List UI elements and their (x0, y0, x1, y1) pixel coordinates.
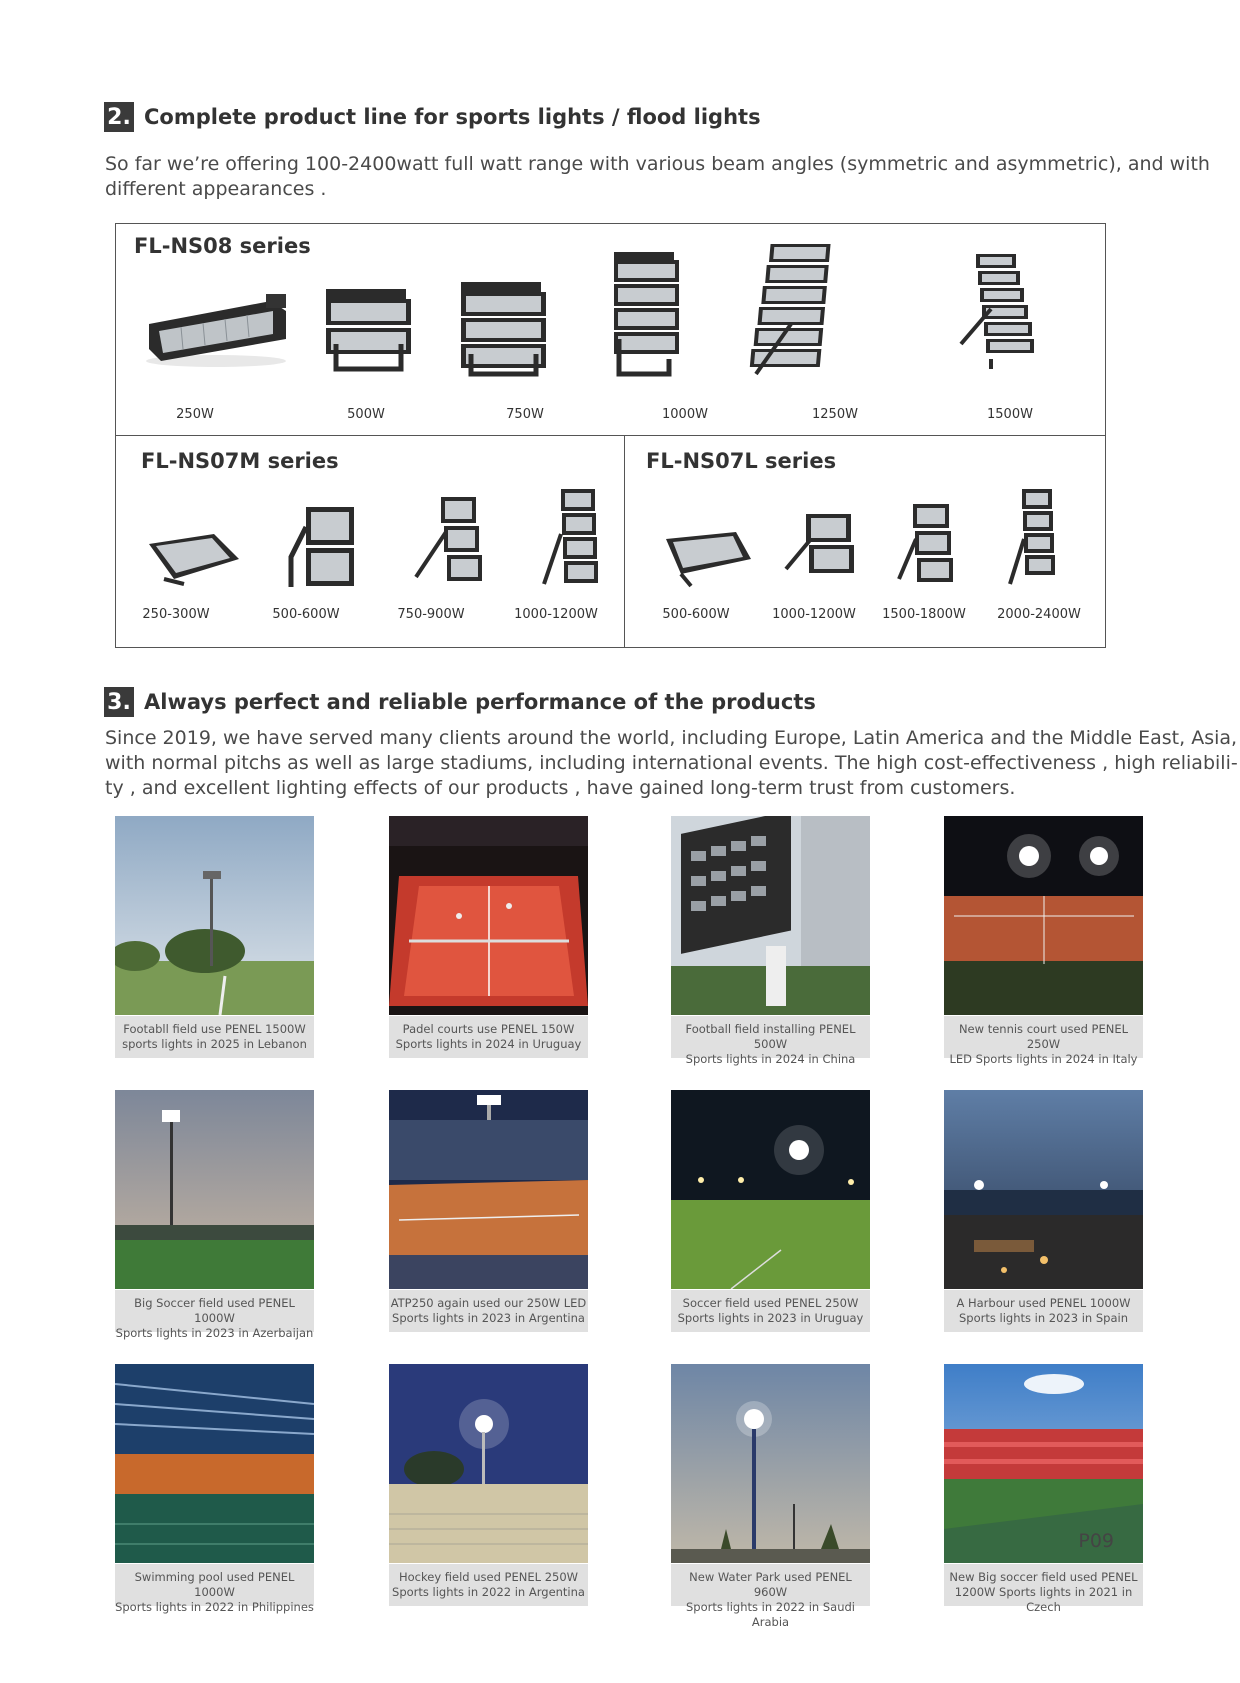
product-label: 500-600W (272, 607, 340, 622)
product-label: 750W (506, 407, 544, 422)
section-2-paragraph (105, 152, 1210, 202)
floodlight-250w-image (141, 289, 291, 369)
floodlight-ns07m-500w-image (281, 502, 361, 592)
photo-padel-courts-uruguay (389, 816, 588, 1015)
series-title-ns07m: FL-NS07M series (141, 449, 339, 473)
floodlight-1000w-image (609, 249, 689, 379)
photo-hockey-field-argentina (389, 1364, 588, 1563)
photo-caption: New tennis court used PENEL 250W LED Sports lights in 2024 in Italy (944, 1016, 1143, 1058)
series-title-ns08: FL-NS08 series (134, 234, 311, 258)
floodlight-ns07m-250w-image (144, 524, 244, 594)
floodlight-ns07l-2000w-image (1004, 484, 1064, 594)
photo-caption: New Big soccer field used PENEL 1200W Sports lights in 2021 in Czech (944, 1564, 1143, 1606)
floodlight-ns07l-500w-image (661, 524, 756, 594)
floodlight-750w-image (456, 279, 556, 379)
paragraph-line: Since 2019, we have served many clients around the world, including Europe, Latin America and the Middle East, Asia, (105, 727, 1238, 749)
photo-caption: Padel courts use PENEL 150W Sports lights in 2024 in Uruguay (389, 1016, 588, 1058)
photo-football-field-lebanon (115, 816, 314, 1015)
divider (116, 435, 1105, 436)
series-title-ns07l: FL-NS07L series (646, 449, 837, 473)
photo-football-field-china (671, 816, 870, 1015)
product-label: 1000-1200W (772, 607, 856, 622)
floodlight-ns07l-1500w-image (891, 499, 961, 594)
divider (624, 435, 625, 648)
photo-caption: Hockey field used PENEL 250W Sports lights in 2022 in Argentina (389, 1564, 588, 1606)
photo-tennis-court-italy (944, 816, 1143, 1015)
floodlight-ns07l-1000w-image (781, 509, 861, 589)
product-line-box (115, 223, 1106, 648)
paragraph-line: So far we’re offering 100-2400watt full watt range with various beam angles (symmetric and asymmetric), and with (105, 153, 1210, 175)
floodlight-1250w-image (741, 239, 841, 379)
paragraph-line: with normal pitchs as well as large stadiums, including international events. The high cost-effectiveness , high reliabili- (105, 752, 1238, 774)
photo-soccer-field-uruguay (671, 1090, 870, 1289)
photo-swimming-pool-philippines (115, 1364, 314, 1563)
section-3-heading (104, 687, 816, 717)
floodlight-ns07m-750w-image (411, 492, 491, 592)
photo-caption: Football field installing PENEL 500W Sports lights in 2024 in China (671, 1016, 870, 1058)
photo-caption: Footabll field use PENEL 1500W sports lights in 2025 in Lebanon (115, 1016, 314, 1058)
product-label: 250W (176, 407, 214, 422)
photo-caption: A Harbour used PENEL 1000W Sports lights in 2023 in Spain (944, 1290, 1143, 1332)
product-label: 1250W (812, 407, 858, 422)
section-3-title: Always perfect and reliable performance of the products (144, 690, 816, 714)
photo-atp250-argentina (389, 1090, 588, 1289)
section-3-paragraph (105, 726, 1238, 801)
photo-harbour-spain (944, 1090, 1143, 1289)
paragraph-line: different appearances . (105, 178, 327, 200)
floodlight-500w-image (321, 284, 421, 374)
product-label: 2000-2400W (997, 607, 1081, 622)
product-label: 500W (347, 407, 385, 422)
product-label: 500-600W (662, 607, 730, 622)
product-label: 750-900W (397, 607, 465, 622)
section-2-number: 2. (104, 102, 134, 132)
product-label: 250-300W (142, 607, 210, 622)
paragraph-line: ty , and excellent lighting effects of our products , have gained long-term trust from customers. (105, 777, 1016, 799)
floodlight-ns07m-1000w-image (536, 484, 606, 594)
photo-soccer-field-azerbaijan (115, 1090, 314, 1289)
photo-caption: Big Soccer field used PENEL 1000W Sports lights in 2023 in Azerbaijan (115, 1290, 314, 1332)
section-2-title: Complete product line for sports lights / flood lights (144, 105, 761, 129)
product-label: 1500W (987, 407, 1033, 422)
product-label: 1000-1200W (514, 607, 598, 622)
product-label: 1000W (662, 407, 708, 422)
product-label: 1500-1800W (882, 607, 966, 622)
floodlight-1500w-image (956, 249, 1036, 379)
photo-caption: Swimming pool used PENEL 1000W Sports lights in 2022 in Philippines (115, 1564, 314, 1606)
photo-water-park-saudi-arabia (671, 1364, 870, 1563)
photo-caption: New Water Park used PENEL 960W Sports lights in 2022 in Saudi Arabia (671, 1564, 870, 1606)
photo-caption: ATP250 again used our 250W LED Sports lights in 2023 in Argentina (389, 1290, 588, 1332)
section-2-heading (104, 102, 761, 132)
photo-caption: Soccer field used PENEL 250W Sports lights in 2023 in Uruguay (671, 1290, 870, 1332)
page-number: P09 (1078, 1530, 1114, 1552)
section-3-number: 3. (104, 687, 134, 717)
